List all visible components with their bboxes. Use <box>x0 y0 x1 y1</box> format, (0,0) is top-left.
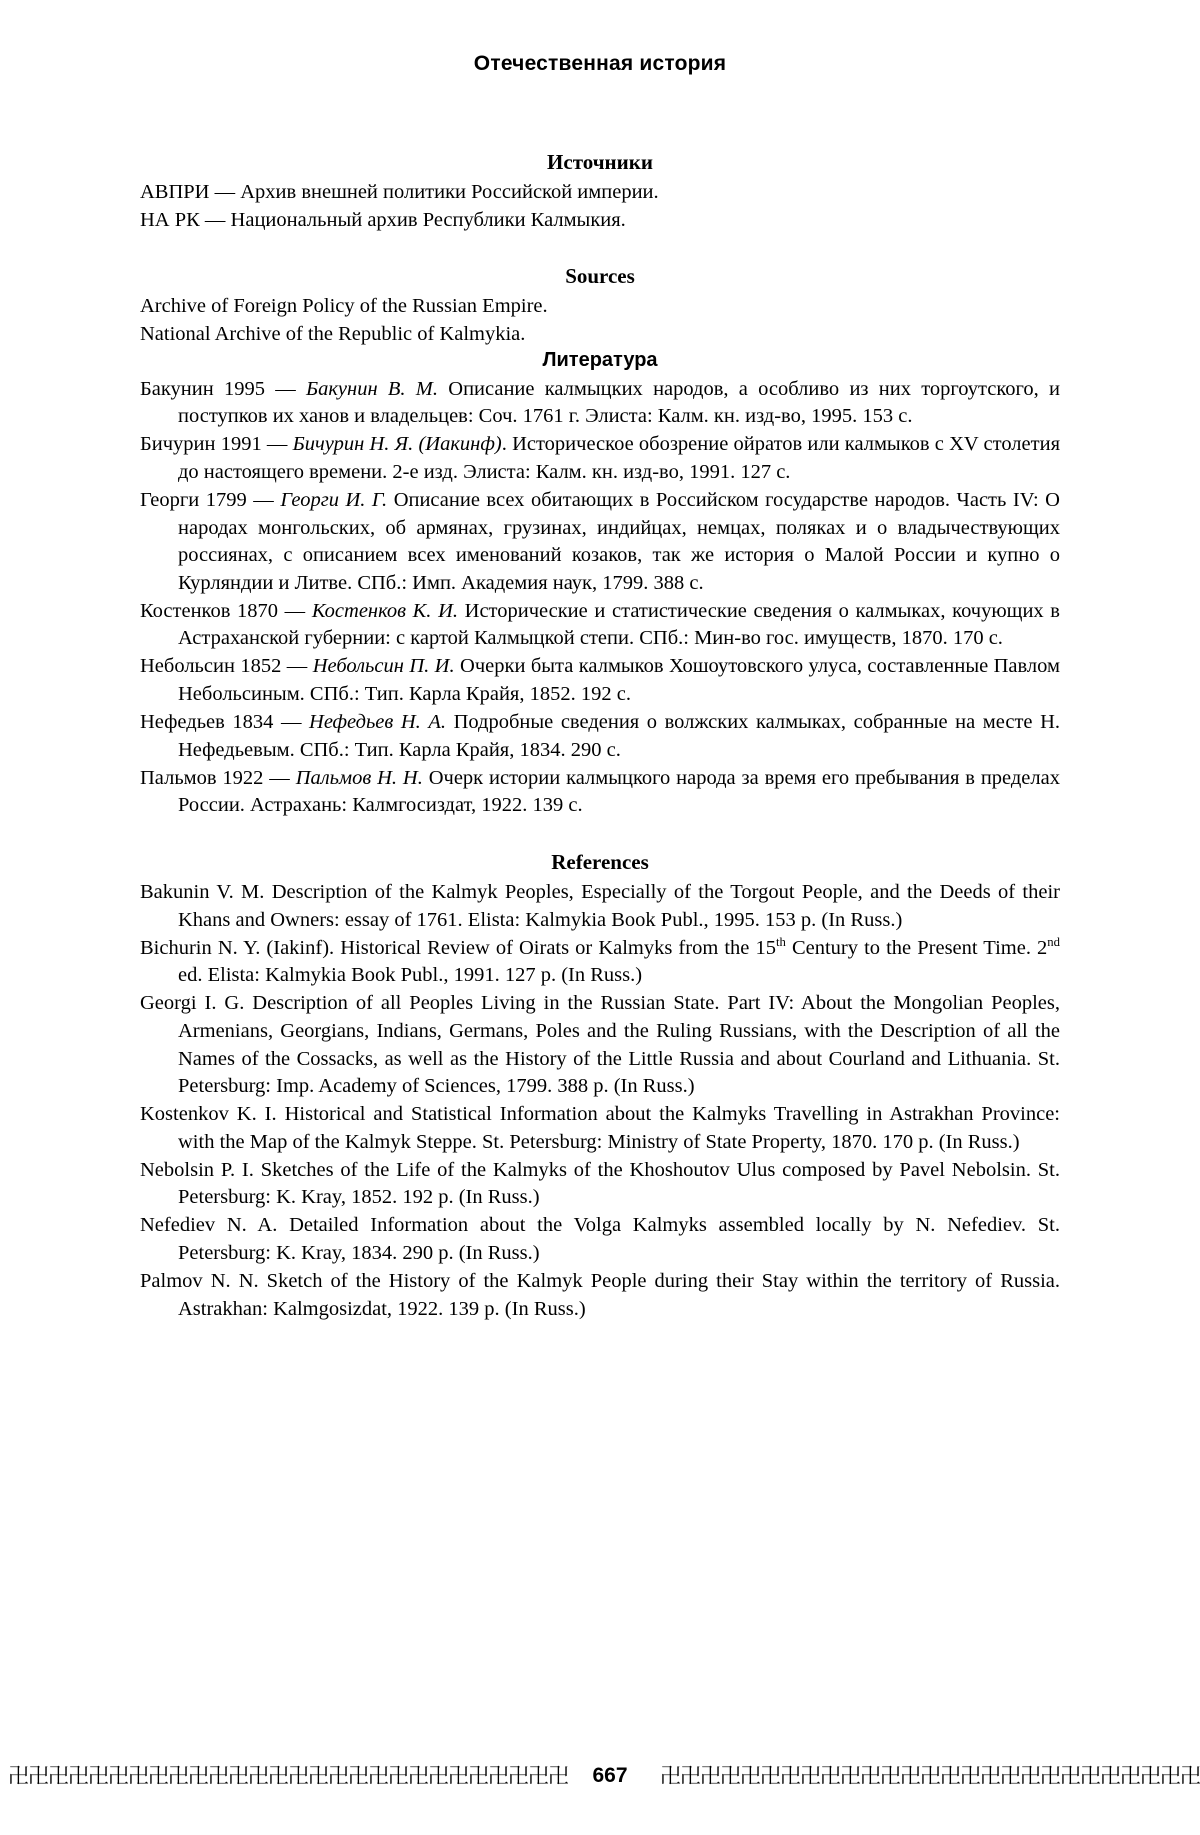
list-item: Kostenkov K. I. Historical and Statistical Information about the Kalmyks Travelling in Astrakhan Province: with the Map of the Kalmyk Steppe. St. Petersburg: Ministry of State Property, 1870. 170 p. (In Russ.) <box>140 1103 1060 1153</box>
section-heading-sources-en: Sources <box>565 264 635 289</box>
section-heading-literature-ru: Литература <box>542 348 658 371</box>
list-item: Пальмов 1922 — Пальмов Н. Н. Очерк истории калмыцкого народа за время его пребывания в пределах России. Астрахань: Калмгосиздат, 1922. 139 с. <box>140 766 1060 817</box>
list-item: Nefediev N. A. Detailed Information about the Volga Kalmyks assembled locally by N. Nefediev. St. Petersburg: K. Kray, 1834. 290 p. (In Russ.) <box>140 1214 1060 1264</box>
list-item: Bichurin N. Y. (Iakinf). Historical Review of Oirats or Kalmyks from the 15th Century to the Present Time. 2nd ed. Elista: Kalmykia Book Publ., 1991. 127 p. (In Russ.) <box>140 934 1060 987</box>
reference-list-ru <box>140 376 1060 820</box>
list-item: Georgi I. G. Description of all Peoples Living in the Russian State. Part IV: About the Mongolian Peoples, Armenians, Georgians, Indians, Germans, Poles and the Ruling Russians, with the Description of all the Names of the Cossacks, as well as the History of the Little Russia and about Courland and Lithuania. St. Petersburg: Imp. Academy of Sciences, 1799. 388 p. (In Russ.) <box>140 992 1060 1098</box>
list-item: Palmov N. N. Sketch of the History of the Kalmyk People during their Stay within the territory of Russia. Astrakhan: Kalmgosizdat, 1922. 139 p. (In Russ.) <box>140 1270 1060 1320</box>
page-number: 667 <box>592 1764 628 1787</box>
ornament-right: 卍卍卍卍卍卍卍卍卍卍卍卍卍卍卍卍卍卍卍卍卍卍卍卍卍卍卍 <box>660 1765 1200 1787</box>
list-item: Бичурин 1991 — Бичурин Н. Я. (Иакинф). Историческое обозрение ойратов или калмыков с XV столетия до настоящего времени. 2-е изд. Элиста: Калм. кн. изд-во, 1991. 127 с. <box>140 433 1060 483</box>
spacer <box>140 234 1060 264</box>
page-footer <box>0 1765 1200 1791</box>
ornament-left: 卍卍卍卍卍卍卍卍卍卍卍卍卍卍卍卍卍卍卍卍卍卍卍卍卍卍卍卍 <box>8 1765 568 1787</box>
source-line: АВПРИ — Архив внешней политики Российской империи. <box>140 181 659 203</box>
list-item: Небольсин 1852 — Небольсин П. И. Очерки быта калмыков Хошоутовского улуса, составленные Павлом Небольсиным. СПб.: Тип. Карла Крайя, 1852. 192 с. <box>140 655 1060 705</box>
reference-list-en <box>140 879 1060 1323</box>
list-item: Bakunin V. M. Description of the Kalmyk Peoples, Especially of the Torgout People, and the Deeds of their Khans and Owners: essay of 1761. Elista: Kalmykia Book Publ., 1995. 153 p. (In Russ.) <box>140 881 1060 931</box>
list-item: Бакунин 1995 — Бакунин В. М. Описание калмыцких народов, а особливо из них торгоутского, и поступков их ханов и владельцев: Соч. 1761 г. Элиста: Калм. кн. изд-во, 1995. 153 с. <box>140 377 1061 428</box>
source-line: National Archive of the Republic of Kalmykia. <box>140 323 526 346</box>
list-item: Nebolsin P. I. Sketches of the Life of the Kalmyks of the Khoshoutov Ulus composed by Pavel Nebolsin. St. Petersburg: K. Kray, 1852. 192 p. (In Russ.) <box>140 1158 1060 1209</box>
list-item: Костенков 1870 — Костенков К. И. Исторические и статистические сведения о калмыках, кочующих в Астраханской губернии: с картой Калмыцкой степи. СПб.: Мин-во гос. имуществ, 1870. 170 с. <box>140 599 1060 650</box>
source-line: НА РК — Национальный архив Республики Калмыкия. <box>140 208 626 231</box>
spacer <box>140 820 1060 850</box>
running-head: Отечественная история <box>473 52 727 75</box>
section-heading-references-en: References <box>551 850 649 875</box>
page-content <box>140 150 1060 1324</box>
list-item: Нефедьев 1834 — Нефедьев Н. А. Подробные сведения о волжских калмыках, собранные на месте Н. Нефедьевым. СПб.: Тип. Карла Крайя, 1834. 290 с. <box>140 710 1061 761</box>
list-item: Георги 1799 — Георги И. Г. Описание всех обитающих в Российском государстве народов. Часть IV: О народах монгольских, об армянах, грузинах, индийцах, немцах, поляках и о владычествующих россиянах, с описанием всех именований козаков, так же история о Малой России и купно о Курляндии и Литве. СПб.: Имп. Академия наук, 1799. 388 с. <box>140 488 1060 594</box>
section-heading-sources-ru: Источники <box>547 150 653 174</box>
source-line: Archive of Foreign Policy of the Russian Empire. <box>140 295 548 318</box>
